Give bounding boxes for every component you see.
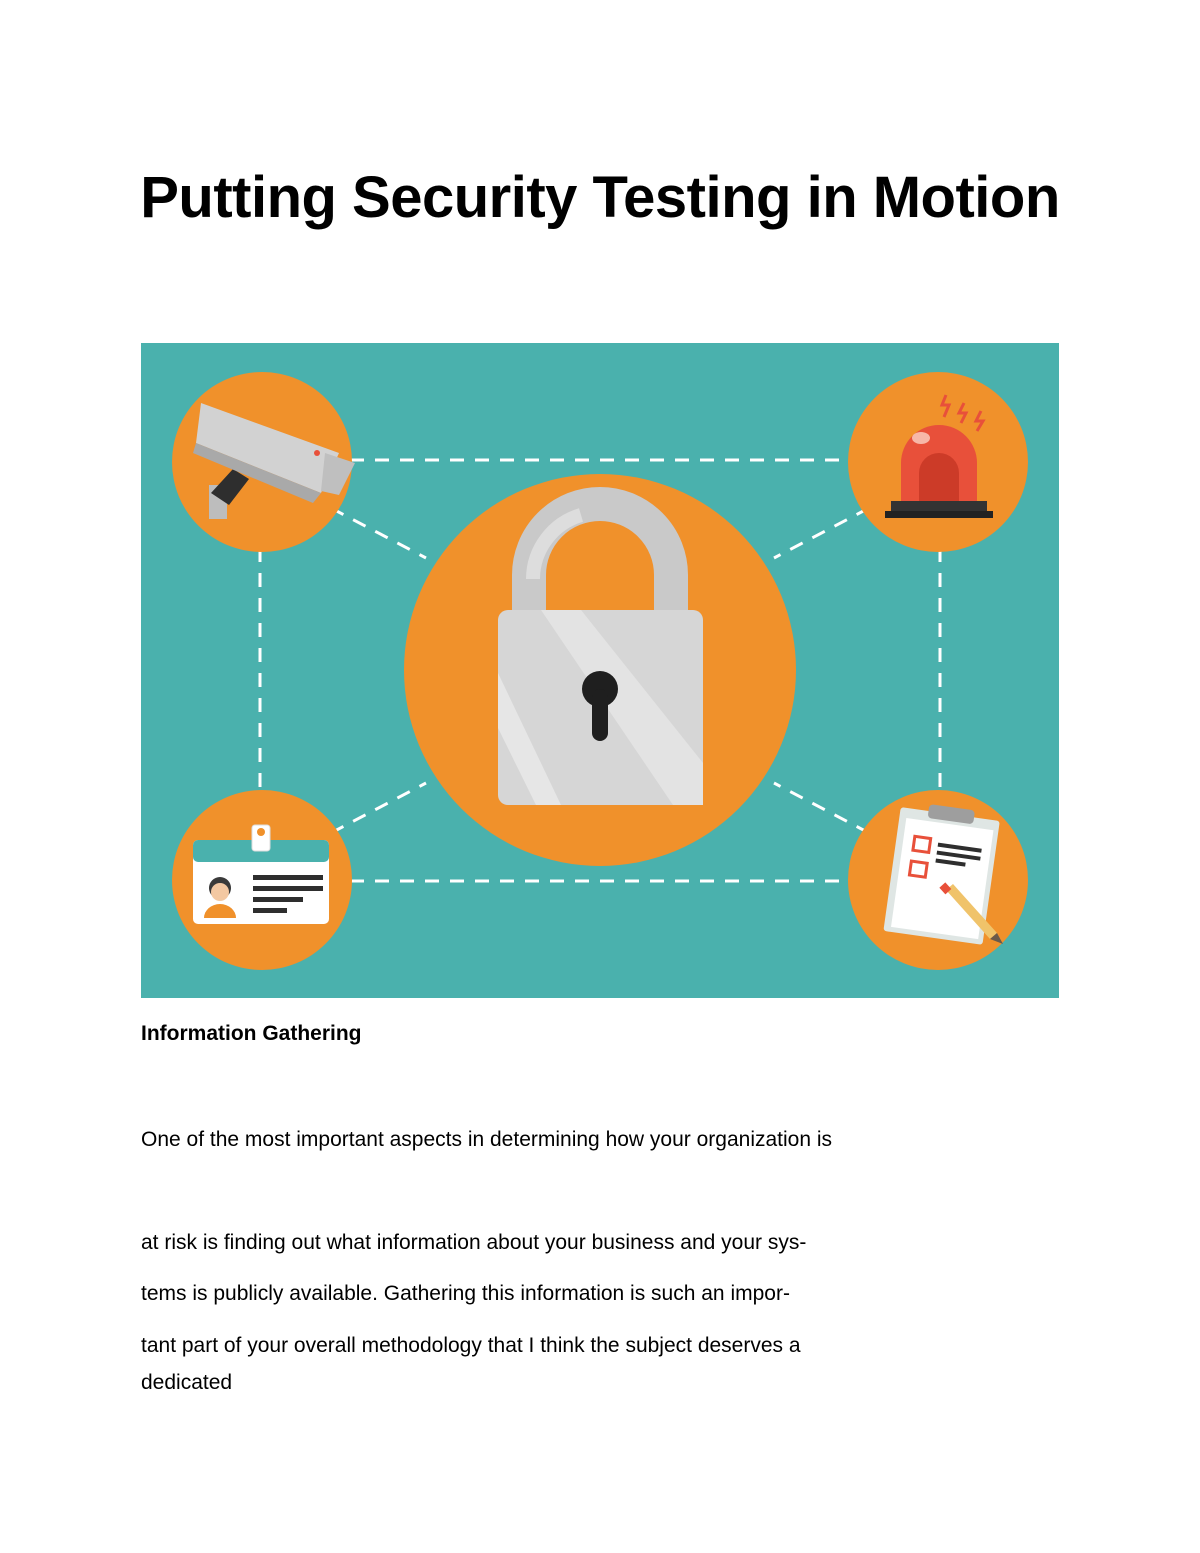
- section-heading: Information Gathering: [141, 1022, 362, 1045]
- security-illustration: [141, 343, 1059, 998]
- checklist-clipboard-icon: [848, 790, 1028, 970]
- alarm-siren-icon: [848, 372, 1028, 552]
- paragraph-line: One of the most important aspects in determining how your organization is: [141, 1128, 833, 1151]
- paragraph-line: tant part of your overall methodology that I think the subject deserves a: [141, 1334, 801, 1357]
- illustration-canvas: [141, 343, 1059, 998]
- paragraph-line: tems is publicly available. Gathering this information is such an impor-: [141, 1282, 790, 1305]
- paragraph-line: dedicated: [141, 1371, 233, 1394]
- paragraph-line: at risk is finding out what information about your business and your sys-: [141, 1231, 807, 1254]
- padlock-icon: [404, 474, 796, 866]
- page-title: Putting Security Testing in Motion: [140, 165, 1060, 230]
- id-badge-icon: [172, 790, 352, 970]
